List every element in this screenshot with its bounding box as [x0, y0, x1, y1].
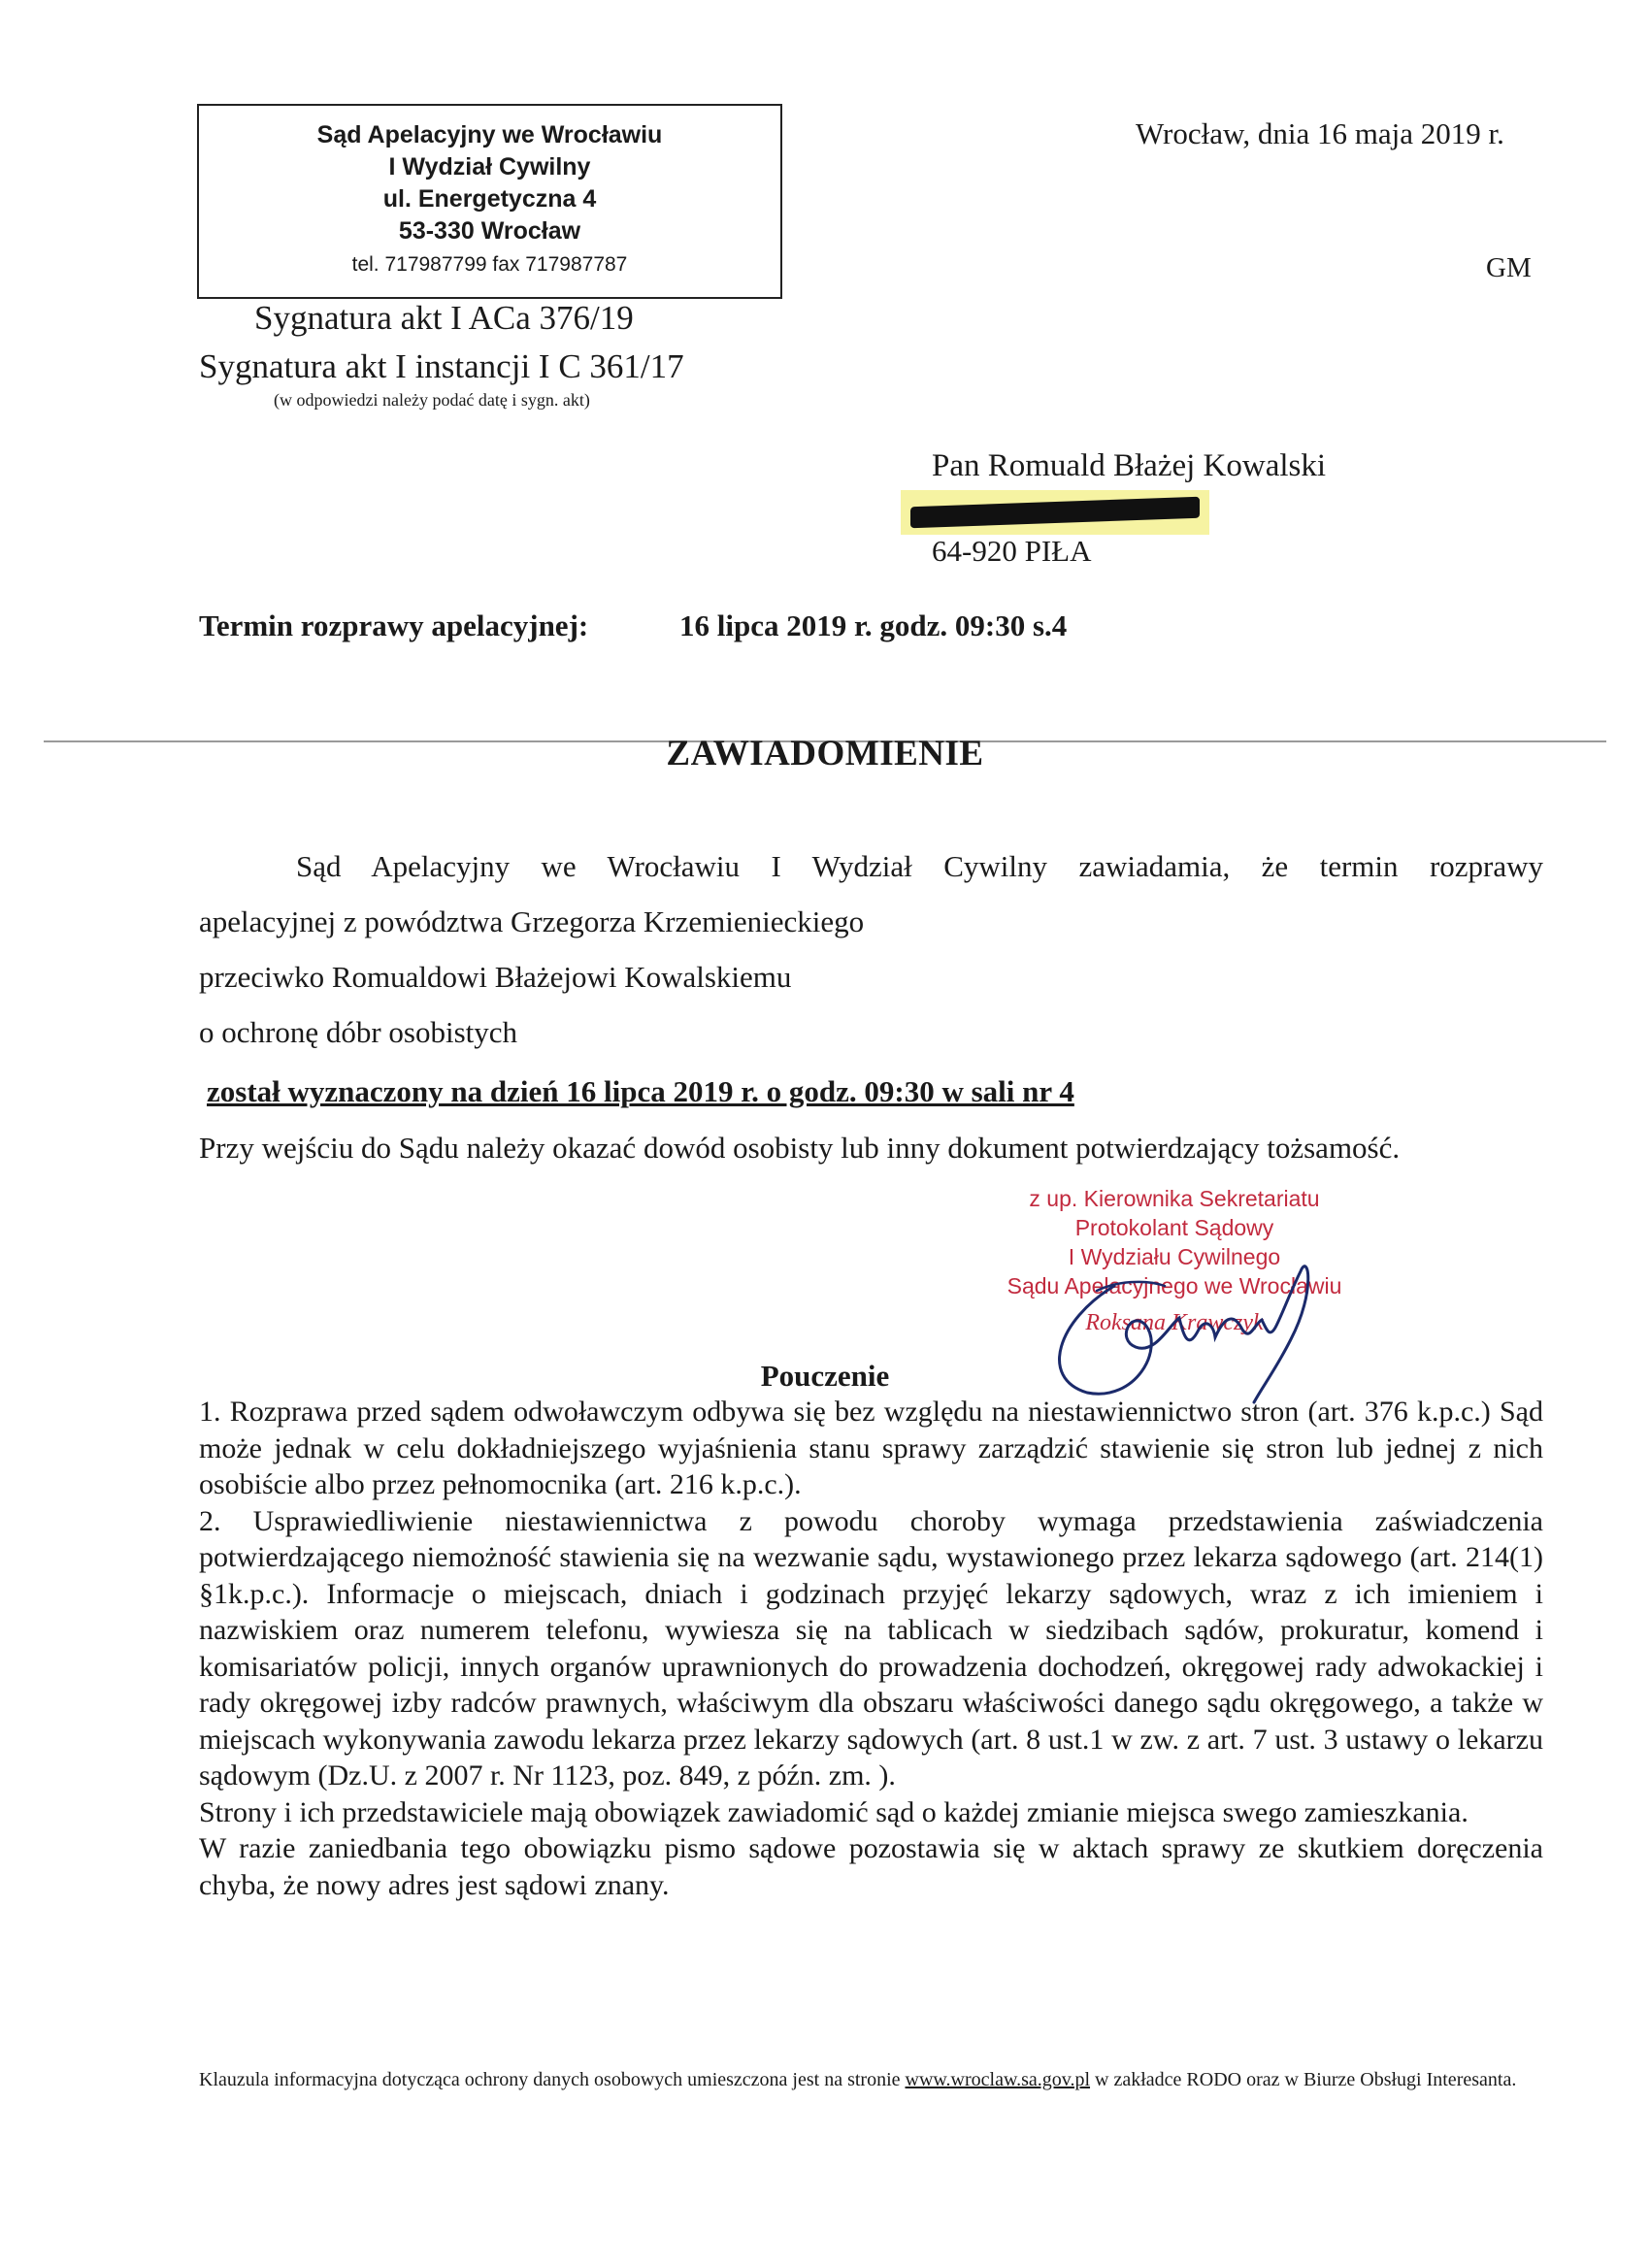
notice-line-subject: o ochronę dóbr osobistych: [199, 1015, 518, 1049]
instructions-title: Pouczenie: [760, 1359, 890, 1393]
instruction-2: 2. Usprawiedliwienie niestawiennictwa z powodu choroby wymaga przedstawienia zaświadczenia potwierdzającego niemożność stawienia się na wezwanie sądu, wystawionego przez lekarza sądowego (art. 214(1) §1k.p.c.). Informacje o miejscach, dniach i godzinach przyjęć lekarzy sądowych, wraz z ich imieniem i nazwiskiem oraz numerem telefonu, wywiesza się na tablicach w siedzibach sądów, prokuratur, komend i komisariatów policji, innych organów uprawnionych do prowadzenia dochodzeń, okręgowej rady adwokackiej i rady okręgowej izby radców prawnych, właściwym dla obszaru właściwości danego sądu okręgowego, a także w miejscach wykonywania zawodu lekarza przez lekarzy sądowych (art. 8 ust.1 w zw. z art. 7 ust. 3 ustawy o lekarzu sądowym (Dz.U. z 2007 r. Nr 1123, poz. 849, z późn. zm. ).: [199, 1504, 1543, 1791]
hearing-value: 16 lipca 2019 r. godz. 09:30 s.4: [679, 608, 1068, 642]
notice-paragraph: Sąd Apelacyjny we Wrocławiu I Wydział Cywilny zawiadamia, że termin rozprawy: [296, 849, 1543, 883]
instruction-1: 1. Rozprawa przed sądem odwoławczym odbywa się bez względu na niestawiennictwo stron (art. 376 k.p.c.) Sąd może jednak w celu dokładniejszego wyjaśnienia stanu sprawy zarządzić stawienie się stron lub jednej z nich osobiście albo przez pełnomocnika (art. 216 k.p.c.).: [199, 1396, 1543, 1500]
court-street: ul. Energetyczna 4: [382, 185, 597, 213]
stamp-name: Roksana Krawczyk: [1085, 1310, 1264, 1335]
notice-line-defendant: przeciwko Romualdowi Błażejowi Kowalskiemu: [199, 960, 792, 994]
document-date: Wrocław, dnia 16 maja 2019 r.: [1136, 116, 1504, 150]
stamp-line-1: z up. Kierownika Sekretariatu: [1029, 1186, 1320, 1211]
stamp-line-4: Sądu Apelacyjnego we Wrocławiu: [1006, 1273, 1342, 1298]
privacy-clause: [199, 2067, 1543, 2093]
court-header-box: [197, 104, 782, 299]
case-signature: Sygnatura akt I ACa 376/19: [254, 299, 634, 337]
privacy-clause-text-end: w zakładce RODO oraz w Biurze Obsługi Interesanta.: [1090, 2069, 1517, 2090]
instruction-4: W razie zaniedbania tego obowiązku pismo sądowe pozostawia się w aktach sprawy ze skutkiem doręczenia chyba, że nowy adres jest sądowi znany.: [199, 1832, 1543, 1901]
first-instance-signature: Sygnatura akt I instancji I C 361/17: [199, 347, 684, 385]
instructions-body: [199, 1394, 1543, 1903]
court-phone: tel. 717987799 fax 717987787: [351, 253, 628, 276]
website-link[interactable]: www.wroclaw.sa.gov.pl: [905, 2069, 1091, 2090]
id-note: Przy wejściu do Sądu należy okazać dowód osobisty lub inny dokument potwierdzający tożsamość.: [199, 1131, 1401, 1165]
addressee-city: 64-920 PIŁA: [932, 534, 1092, 568]
stamp-line-2: Protokolant Sądowy: [1074, 1215, 1274, 1240]
redaction-bar: [910, 497, 1200, 528]
stamp-line-3: I Wydziału Cywilnego: [1068, 1244, 1281, 1269]
court-division: I Wydział Cywilny: [388, 153, 591, 181]
reply-note: (w odpowiedzi należy podać datę i sygn. akt): [274, 390, 590, 410]
hearing-set-line: został wyznaczony na dzień 16 lipca 2019 r. o godz. 09:30 w sali nr 4: [207, 1074, 1074, 1108]
privacy-clause-text: Klauzula informacyjna dotycząca ochrony danych osobowych umieszczona jest na stronie: [199, 2069, 906, 2090]
addressee-name: Pan Romuald Błażej Kowalski: [932, 448, 1327, 483]
document-title: ZAWIADOMIENIE: [666, 734, 984, 773]
hearing-label: Termin rozprawy apelacyjnej:: [199, 608, 589, 642]
redacted-address: [901, 490, 1209, 535]
instruction-3: Strony i ich przedstawiciele mają obowiązek zawiadomić sąd o każdej zmianie miejsca swego zamieszkania.: [199, 1795, 1468, 1828]
court-name: Sąd Apelacyjny we Wrocławiu: [316, 121, 663, 148]
notice-line-plaintiff: apelacyjnej z powództwa Grzegorza Krzemienieckiego: [199, 904, 865, 938]
initials: GM: [1486, 252, 1532, 283]
court-postcode: 53-330 Wrocław: [398, 217, 581, 245]
